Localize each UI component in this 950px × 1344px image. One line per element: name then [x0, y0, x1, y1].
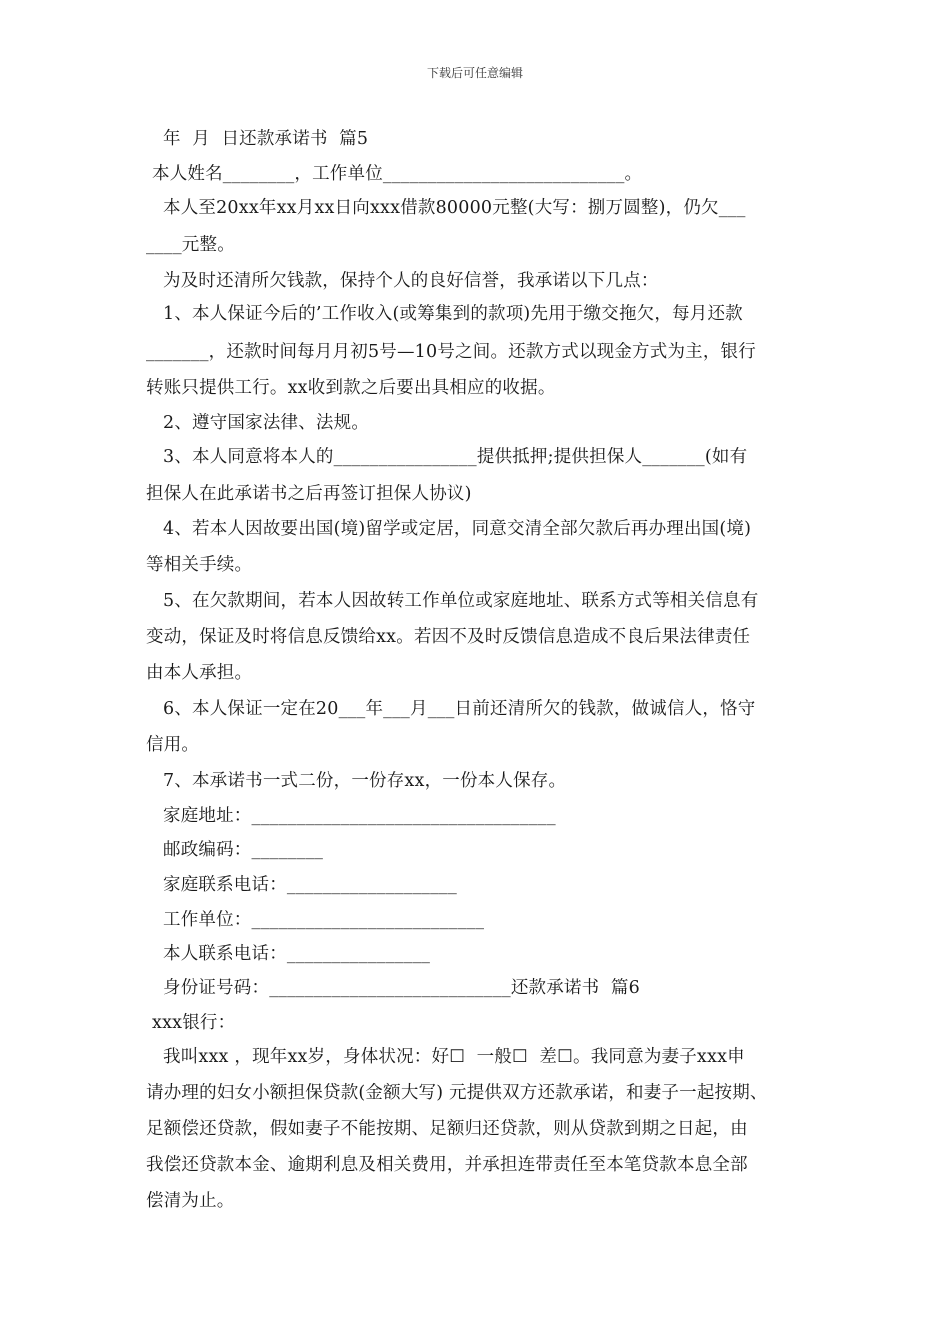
- text-line: 4、若本人因故要出国(境)留学或定居，同意交清全部欠款后再办理出国(境): [163, 519, 752, 539]
- text-line: 5、在欠款期间，若本人因故转工作单位或家庭地址、联系方式等相关信息有: [163, 591, 759, 611]
- header-note: 下载后可任意编辑: [426, 66, 523, 80]
- text-line: 信用。: [146, 735, 200, 755]
- text-line: 本人至20xx年xx月xx日向xxx借款80000元整(大写：捌万圆整)，仍欠___: [163, 198, 746, 218]
- form-field-line: 家庭地址：__________________________________: [163, 806, 556, 826]
- text-line: 足额偿还贷款，假如妻子不能按期、足额归还贷款，则从贷款到期之日起，由: [146, 1119, 748, 1139]
- text-line: 担保人在此承诺书之后再签订担保人协议): [146, 484, 472, 504]
- form-field-line: 家庭联系电话：___________________: [163, 875, 457, 895]
- text-line: 变动，保证及时将信息反馈给xx。若因不及时反馈信息造成不良后果法律责任: [146, 627, 751, 647]
- text-line: ____元整。: [146, 235, 235, 255]
- text-line: 1、本人保证今后的’工作收入(或筹集到的款项)先用于缴交拖欠，每月还款: [163, 304, 743, 324]
- text-line: 为及时还清所欠钱款，保持个人的良好信誉，我承诺以下几点：: [163, 271, 659, 291]
- text-line: 偿清为止。: [146, 1191, 235, 1211]
- text-line: 本人姓名________，工作单位___________________________。: [152, 164, 643, 184]
- text-line: 请办理的妇女小额担保贷款(金额大写) 元提供双方还款承诺，和妻子一起按期、: [146, 1083, 768, 1103]
- text-line: _______，还款时间每月月初5号—10号之间。还款方式以现金方式为主，银行: [146, 342, 756, 362]
- form-field-line: 本人联系电话：________________: [163, 944, 431, 964]
- form-field-line: 邮政编码：________: [163, 840, 324, 860]
- section-title: 年 月 日还款承诺书 篇5: [163, 129, 369, 149]
- text-line: 由本人承担。: [146, 663, 253, 683]
- text-line: 我偿还贷款本金、逾期利息及相关费用，并承担连带责任至本笔贷款本息全部: [146, 1155, 748, 1175]
- text-line: 6、本人保证一定在20___年___月___日前还清所欠的钱款，做诚信人，恪守: [163, 699, 756, 719]
- text-line: xxx银行：: [152, 1013, 236, 1033]
- text-line: 转账只提供工行。xx收到款之后要出具相应的收据。: [146, 378, 556, 398]
- text-line: 等相关手续。: [146, 555, 253, 575]
- text-line: 2、遵守国家法律、法规。: [163, 413, 370, 433]
- form-field-line: 工作单位：__________________________: [163, 910, 485, 930]
- text-line: 我叫xxx ，现年xx岁，身体状况：好☐ 一般☐ 差☐。我同意为妻子xxx申: [163, 1047, 745, 1067]
- text-line: 7、本承诺书一式二份，一份存xx，一份本人保存。: [163, 771, 567, 791]
- text-line: 3、本人同意将本人的________________提供抵押;提供担保人_______(如有: [163, 447, 748, 467]
- form-field-line: 身份证号码：___________________________还款承诺书 篇6: [163, 978, 640, 998]
